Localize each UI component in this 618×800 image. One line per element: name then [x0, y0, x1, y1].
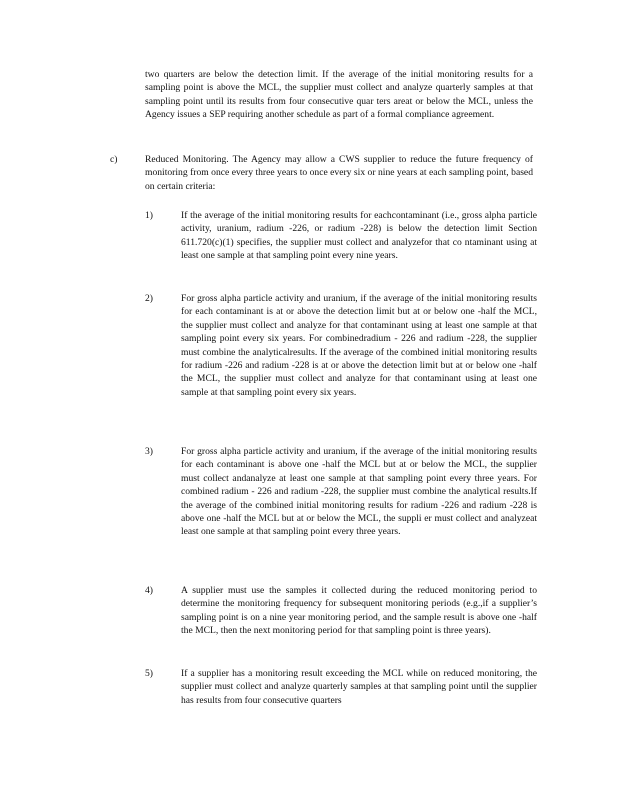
item-1-paragraph: If the average of the initial monitoring results for eachcontaminant (i.e., gross alpha particle activity, uranium, radium -226, or radium -228) is below the detection limit Section 611.720(c)(1) specifies, the supplier must collect and analyzefor that co ntaminant using at least one sample at that sampling point every nine years. — [181, 210, 537, 262]
item-3-marker: 3) — [145, 446, 153, 457]
item-2-paragraph: For gross alpha particle activity and uranium, if the average of the initial monitoring results for each contaminant is at or above the detection limit but at or below one -half the MCL, the supplier must collect and analyze for that contaminant using at least one sample at that sampling point every six years. For combinedradium - 226 and radium -228, the supplier must combine the analyticalresults. If the average of the combined initial monitoring results for radium -226 and radium -228 is at or above the detection limit but at or below one -half the MCL, the supplier must collect and analyze for that contaminant using at least one sample at that sampling point every six years. — [181, 293, 537, 398]
item-3-paragraph: For gross alpha particle activity and uranium, if the average of the initial monitoring results for each contaminant is above one -half the MCL but at or below the MCL, the supplier must collect andanalyze at least one sample at that sampling point every three years. For combined radium - 226 and radium -228, the supplier must combine the analytical results.If the average of the combined initial monitoring results for radium -226 and radium -228 is above one -half the MCL but at or below the MCL, the suppli er must collect and analyzeat least one sample at that sampling point every three years. — [181, 446, 537, 538]
section-c-paragraph: Reduced Monitoring. The Agency may allow a CWS supplier to reduce the future frequency of monitoring from once every three years to once every six or nine years at each sampling point, based on certain criteria: — [145, 154, 533, 192]
item-2-marker: 2) — [145, 293, 153, 304]
item-1-marker: 1) — [145, 210, 153, 221]
item-5-paragraph: If a supplier has a monitoring result exceeding the MCL while on reduced monitoring, the supplier must collect and analyze quarterly samples at that sampling point until the supplier has results from four consecutive quarters — [181, 668, 537, 706]
section-c-marker: c) — [110, 154, 118, 165]
item-5-marker: 5) — [145, 668, 153, 679]
item-4-marker: 4) — [145, 585, 153, 596]
item-4-paragraph: A supplier must use the samples it collected during the reduced monitoring period to determine the monitoring frequency for subsequent monitoring periods (e.g.,if a supplier’s sampling point is on a nine year monitoring period, and the sample result is above one -half the MCL, then the next monitoring period for that sampling point is three years). — [181, 585, 537, 637]
intro-paragraph: two quarters are below the detection limit. If the average of the initial monitoring results for a sampling point is above the MCL, the supplier must collect and analyze quarterly samples at that sampling point until its results from four consecutive quar ters areat or below the MCL, unless the Agency issues a SEP requiring another schedule as part of a formal compliance agreement. — [145, 69, 533, 121]
